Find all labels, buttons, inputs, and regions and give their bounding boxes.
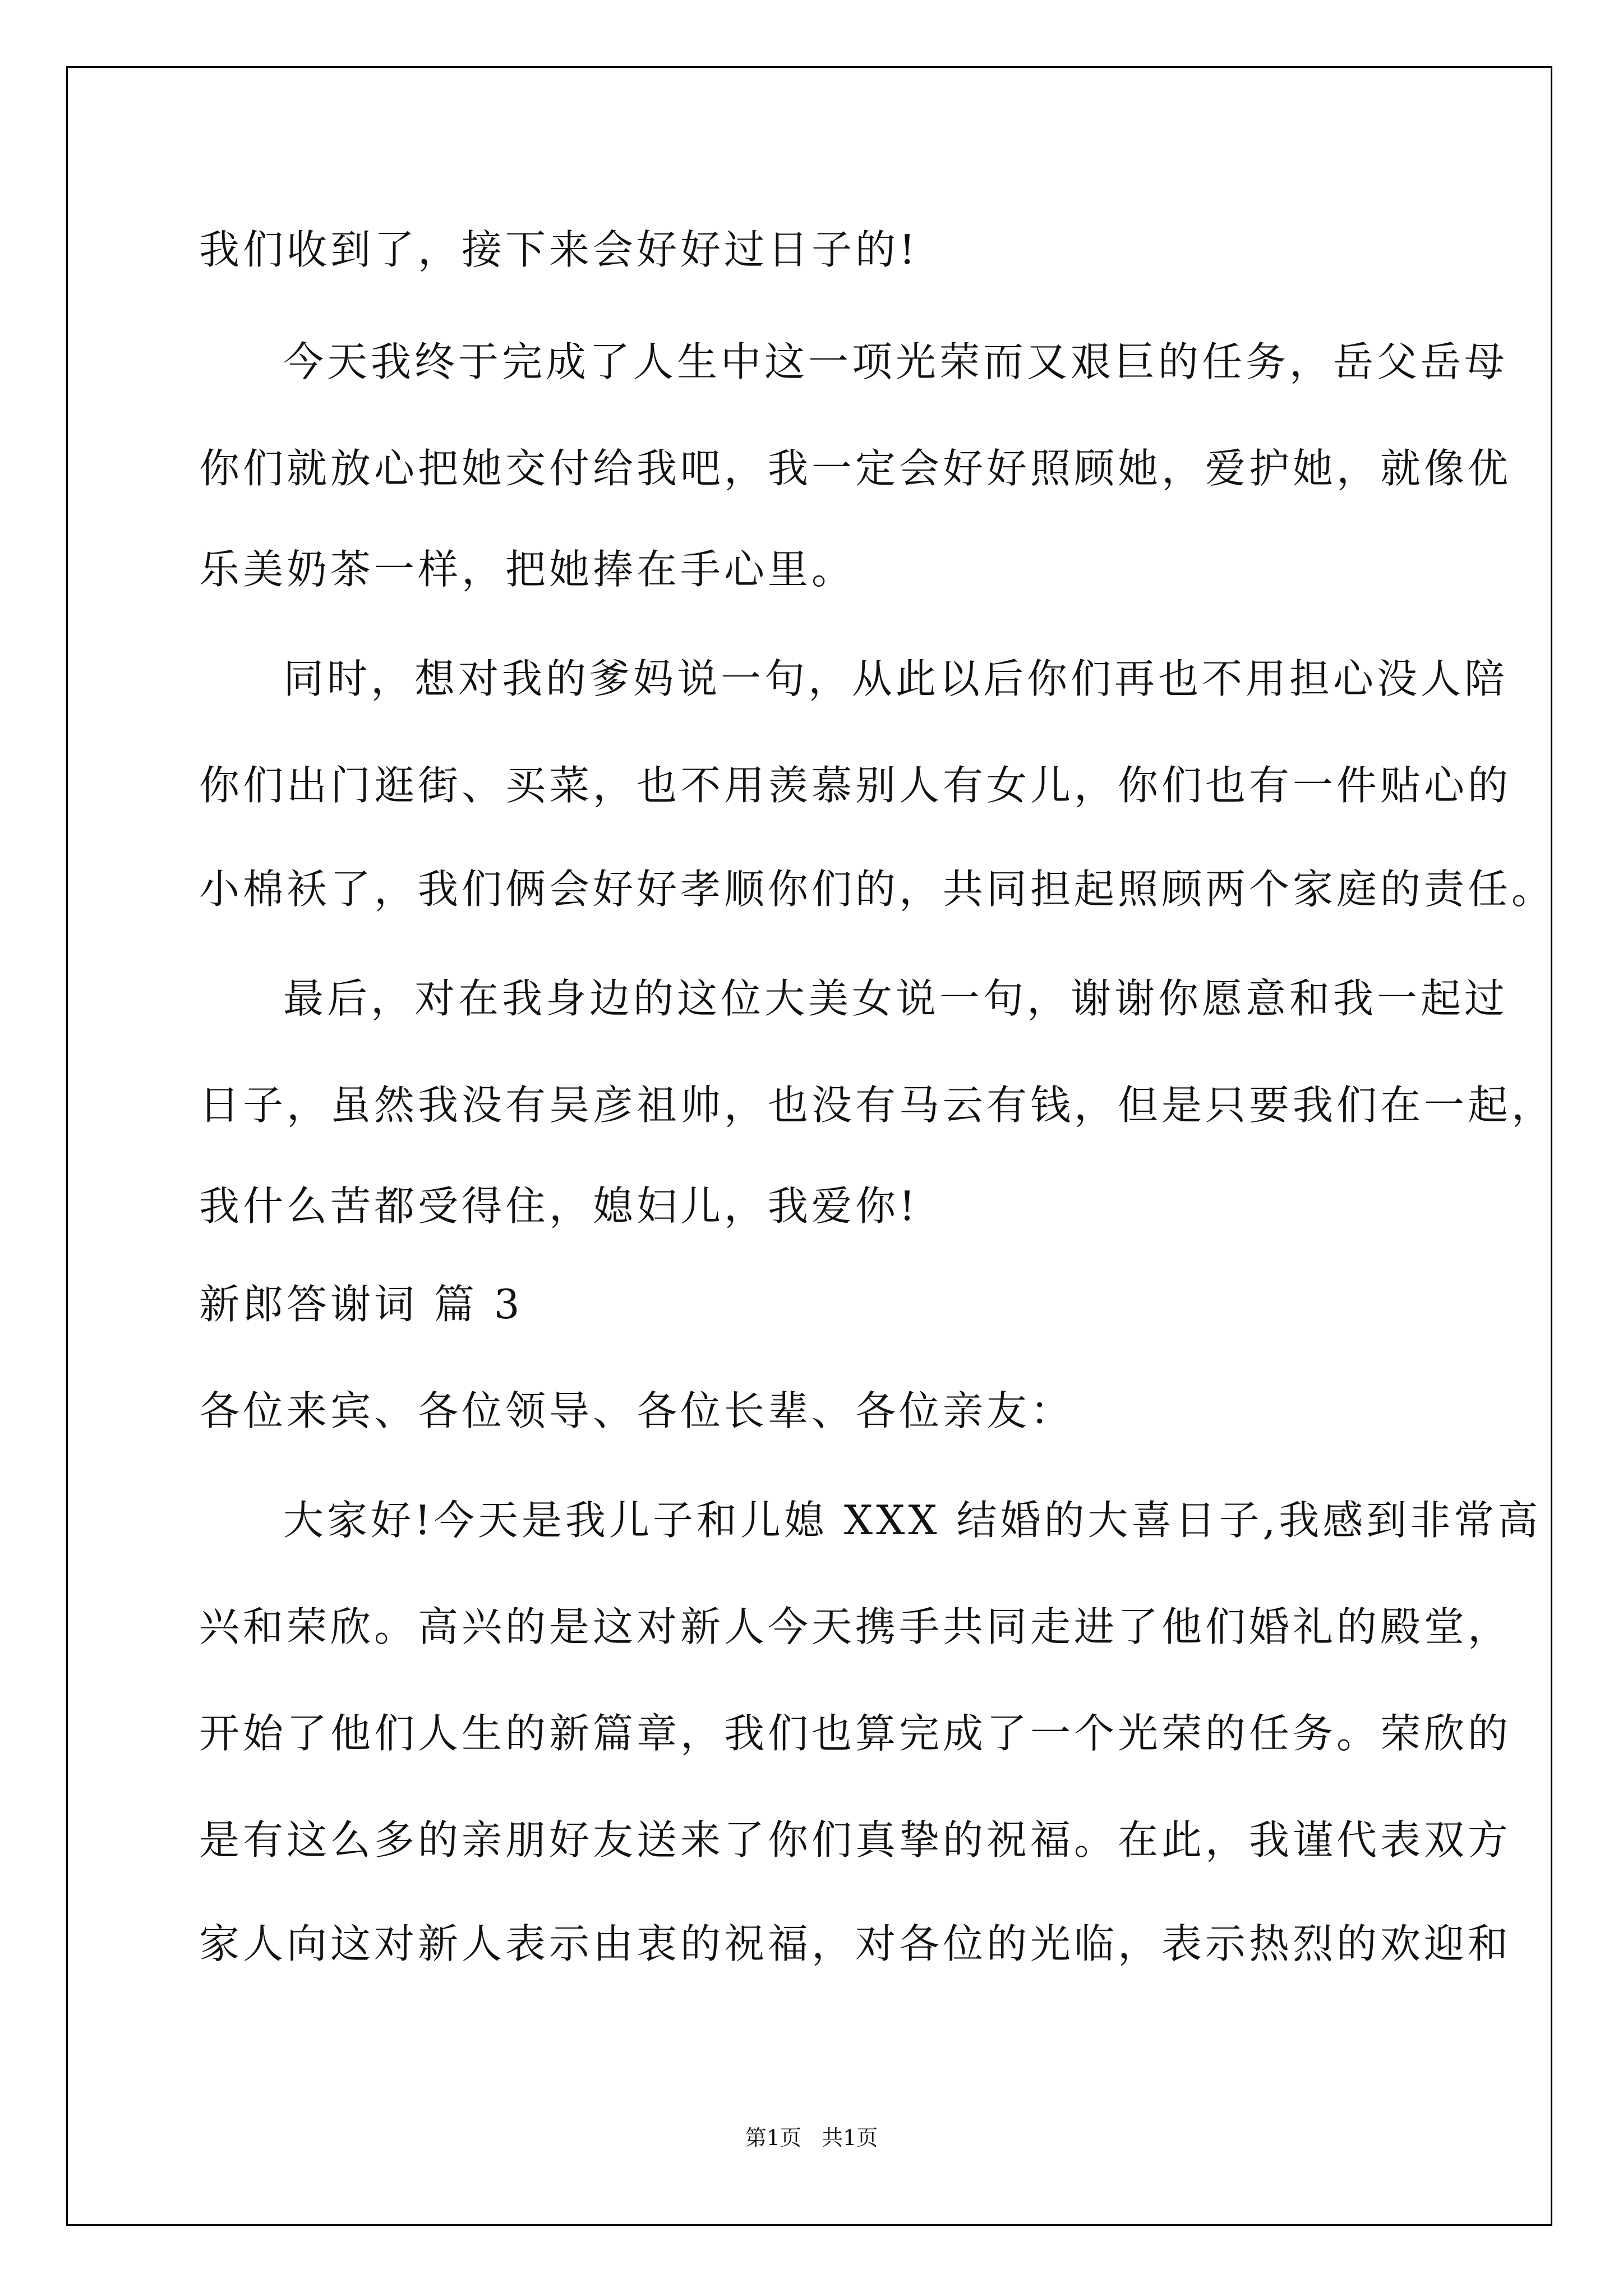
paragraph-line: 家人向这对新人表示由衷的祝福，对各位的光临，表示热烈的欢迎和 (199, 1920, 1512, 1967)
paragraph-line: 今天我终于完成了人生中这一项光荣而又艰巨的任务，岳父岳母 (283, 338, 1509, 385)
paragraph-line: 日子，虽然我没有吴彦祖帅，也没有马云有钱，但是只要我们在一起， (199, 1082, 1556, 1129)
paragraph-line: 开始了他们人生的新篇章，我们也算完成了一个光荣的任务。荣欣的 (199, 1710, 1512, 1757)
paragraph-line: 同时，想对我的爹妈说一句，从此以后你们再也不用担心没人陪 (283, 655, 1509, 702)
section-heading: 新郎答谢词 篇 3 (199, 1281, 523, 1328)
paragraph-line: 最后，对在我身边的这位大美女说一句，谢谢你愿意和我一起过 (283, 975, 1509, 1022)
paragraph-line: 乐美奶茶一样，把她捧在手心里。 (199, 546, 856, 593)
paragraph-line: 你们就放心把她交付给我吧，我一定会好好照顾她，爱护她，就像优 (199, 445, 1512, 492)
paragraph-line: 我们收到了，接下来会好好过日子的! (199, 226, 919, 273)
paragraph-line: 我什么苦都受得住，媳妇儿，我爱你! (199, 1182, 919, 1230)
paragraph-line: 你们出门逛街、买菜，也不用羡慕别人有女儿，你们也有一件贴心的 (199, 762, 1512, 809)
paragraph-line: 大家好!今天是我儿子和儿媳 XXX 结婚的大喜日子,我感到非常高 (283, 1497, 1542, 1544)
page-indicator: 第1页 共1页 (745, 2125, 878, 2150)
paragraph-line: 兴和荣欣。高兴的是这对新人今天携手共同走进了他们婚礼的殿堂， (199, 1603, 1512, 1650)
paragraph-line: 小棉袄了，我们俩会好好孝顺你们的，共同担起照顾两个家庭的责任。 (199, 866, 1556, 913)
page-border (66, 66, 1552, 2226)
paragraph-line: 是有这么多的亲朋好友送来了你们真挚的祝福。在此，我谨代表双方 (199, 1816, 1512, 1864)
salutation-line: 各位来宾、各位领导、各位长辈、各位亲友： (199, 1387, 1075, 1434)
